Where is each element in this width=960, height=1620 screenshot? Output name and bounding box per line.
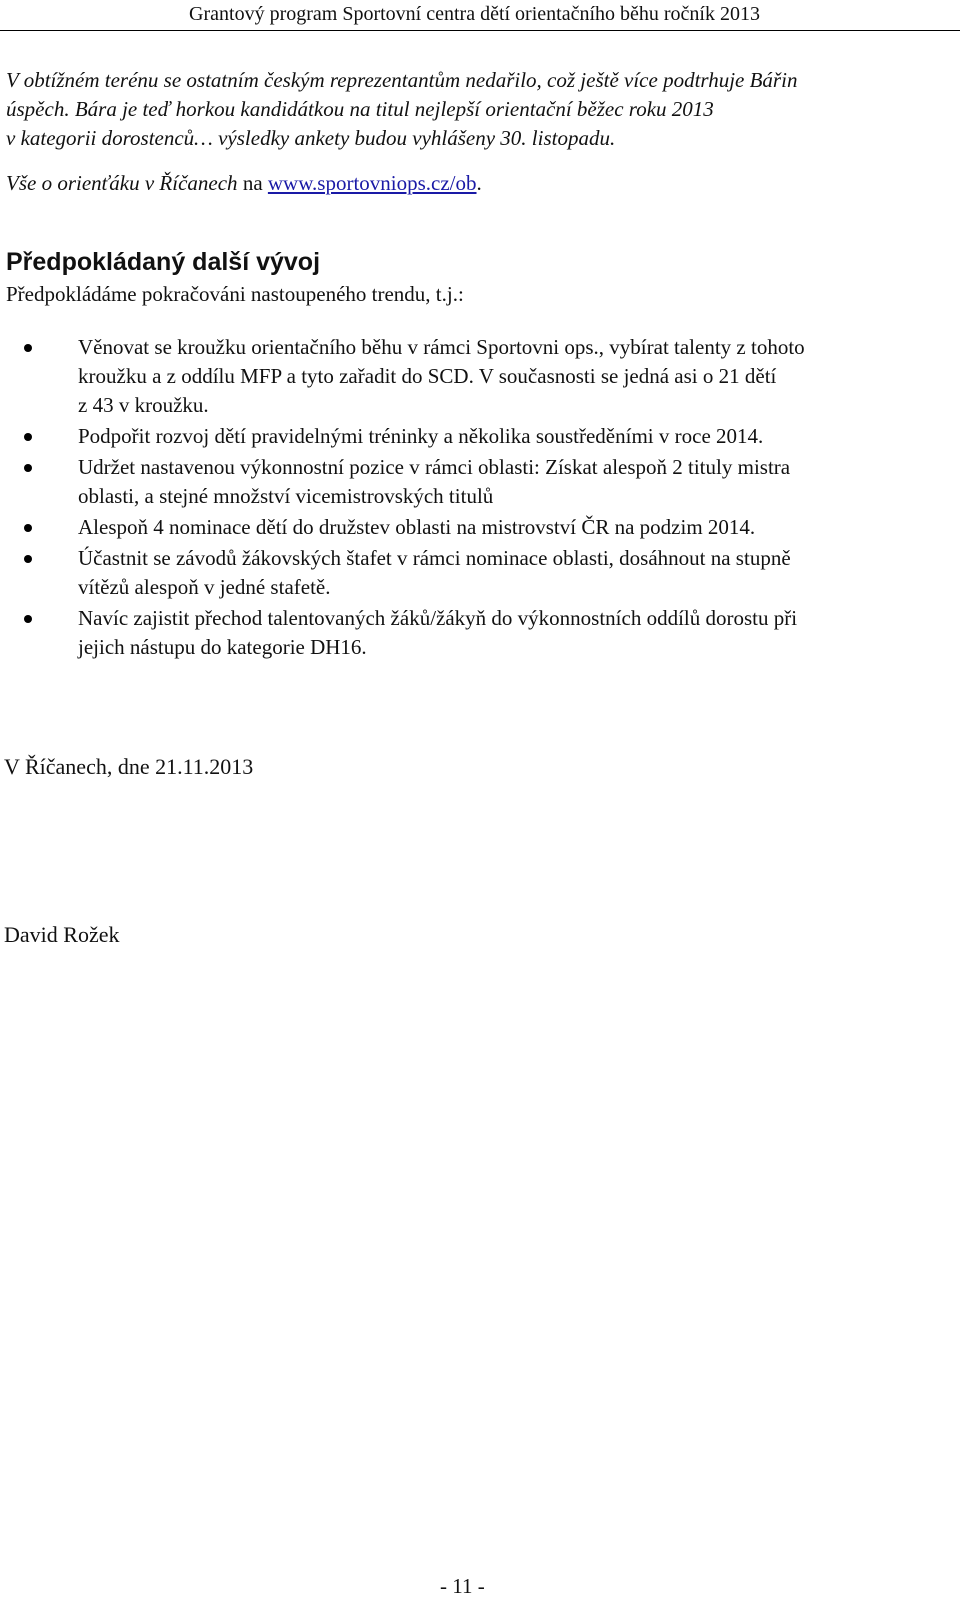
- list-item-line: z 43 v kroužku.: [78, 393, 209, 417]
- website-lead-text: Vše o orienťáku v Říčanech: [6, 171, 238, 195]
- list-item-line: jejich nástupu do kategorie DH16.: [78, 635, 367, 659]
- bullet-icon: [24, 615, 32, 623]
- plan-list: [6, 333, 946, 662]
- list-item-line: Věnovat se kroužku orientačního běhu v rámci Sportovni ops., vybírat talenty z tohoto: [78, 335, 805, 359]
- list-item-line: kroužku a z oddílu MFP a tyto zařadit do SCD. V současnosti se jedná asi o 21 dětí: [78, 364, 777, 388]
- list-item: [6, 333, 946, 420]
- bullet-icon: [24, 344, 32, 352]
- list-item-line: Navíc zajistit přechod talentovaných žáků/žákyň do výkonnostních oddílů dorostu při: [78, 606, 798, 630]
- list-item-line: Podpořit rozvoj dětí pravidelnými tréninky a několika soustředěními v roce 2014.: [78, 424, 764, 448]
- list-item: [6, 422, 946, 451]
- header-title: Grantový program Sportovní centra dětí orientačního běhu ročník 2013: [189, 3, 760, 25]
- date-line: V Říčanech, dne 21.11.2013: [4, 754, 254, 779]
- list-item-line: oblasti, a stejné množství vicemistrovských titulů: [78, 484, 494, 508]
- list-item: [6, 544, 946, 602]
- section-lead: Předpokládáme pokračováni nastoupeného trendu, t.j.:: [6, 282, 464, 306]
- bullet-icon: [24, 433, 32, 441]
- website-line: [6, 169, 946, 198]
- list-item-line: Účastnit se závodů žákovských štafet v rámci nominace oblasti, dosáhnout na stupně: [78, 546, 791, 570]
- intro-line-2: úspěch. Bára je teď horkou kandidátkou na titul nejlepší orientační běžec roku 2013: [6, 97, 714, 121]
- intro-line-1: V obtížném terénu se ostatním českým reprezentantům nedařilo, což ještě více podtrhuje Bářin: [6, 68, 798, 92]
- bullet-icon: [24, 524, 32, 532]
- bullet-icon: [24, 555, 32, 563]
- page-number: - 11 -: [440, 1574, 485, 1598]
- signature-name: David Rožek: [4, 922, 120, 947]
- website-end-text: .: [476, 171, 482, 195]
- page-header: [0, 0, 960, 31]
- list-item-line: vítězů alespoň v jedné stafetě.: [78, 575, 331, 599]
- section-heading: Předpokládaný další vývoj: [6, 248, 321, 276]
- website-link[interactable]: www.sportovniops.cz/ob: [267, 171, 477, 195]
- list-item-line: Udržet nastavenou výkonnostní pozice v rámci oblasti: Získat alespoň 2 tituly mistra: [78, 455, 791, 479]
- intro-paragraph: [6, 66, 946, 153]
- intro-line-3: v kategorii dorostenců… výsledky ankety budou vyhlášeny 30. listopadu.: [6, 126, 616, 150]
- website-mid-text: na: [237, 171, 268, 195]
- document-body: [6, 66, 946, 664]
- list-item-line: Alespoň 4 nominace dětí do družstev oblasti na mistrovství ČR na podzim 2014.: [78, 515, 756, 539]
- list-item: [6, 513, 946, 542]
- list-item: [6, 453, 946, 511]
- bullet-icon: [24, 464, 32, 472]
- list-item: [6, 604, 946, 662]
